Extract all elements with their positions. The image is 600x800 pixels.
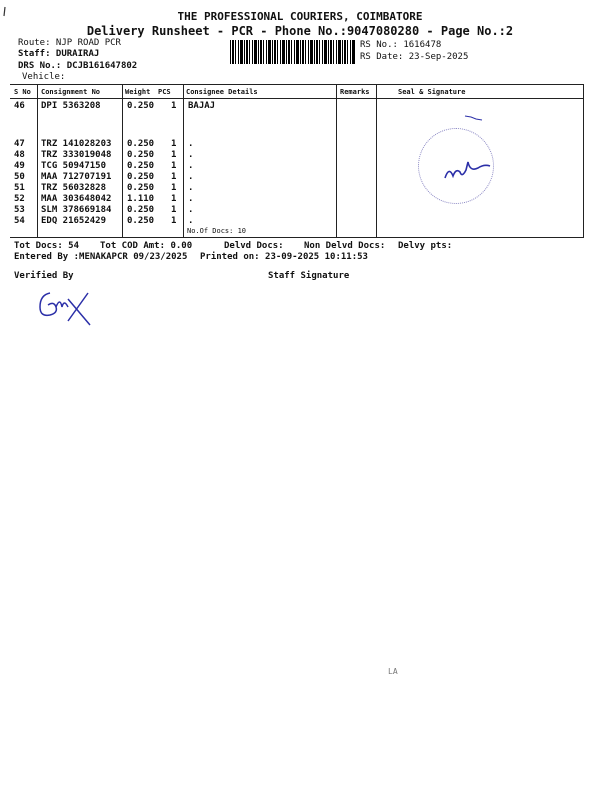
header-weight: Weight bbox=[125, 88, 151, 96]
table-row-pcs: 1 bbox=[171, 183, 177, 193]
table-row-consignee: . bbox=[188, 205, 194, 215]
table-row-consignee: . bbox=[188, 216, 194, 226]
table-row-weight: 1.110 bbox=[127, 194, 155, 204]
table-row-consignment: MAA 303648042 bbox=[41, 194, 112, 204]
rs-number: RS No.: 1616478 bbox=[360, 40, 442, 50]
staff-label: Staff: DURAIRAJ bbox=[18, 49, 100, 59]
header-remarks: Remarks bbox=[340, 88, 370, 96]
total-docs: Tot Docs: 54 bbox=[14, 241, 80, 251]
verified-by-label: Verified By bbox=[14, 271, 74, 281]
header-sno: S No bbox=[14, 88, 31, 96]
margin-mark-icon bbox=[2, 6, 8, 18]
col-divider bbox=[336, 84, 337, 237]
table-row-consignee: BAJAJ bbox=[188, 101, 216, 111]
runsheet-subtitle: Delivery Runsheet - PCR - Phone No.:9047080280 - Page No.:2 bbox=[86, 24, 514, 38]
table-header-border bbox=[10, 98, 584, 99]
col-divider bbox=[122, 84, 123, 237]
table-row-weight: 0.250 bbox=[127, 150, 155, 160]
staff-signature-label: Staff Signature bbox=[268, 271, 350, 281]
delivery-points: Delvy pts: bbox=[398, 241, 453, 251]
seal-signature-icon bbox=[410, 108, 530, 208]
table-row-pcs: 1 bbox=[171, 161, 177, 171]
table-row-sno: 54 bbox=[14, 216, 25, 226]
table-row-pcs: 1 bbox=[171, 216, 177, 226]
total-cod: Tot COD Amt: 0.00 bbox=[100, 241, 193, 251]
table-row-consignment: MAA 712707191 bbox=[41, 172, 112, 182]
table-row-pcs: 1 bbox=[171, 150, 177, 160]
table-row-consignee: . bbox=[188, 139, 194, 149]
delivered-docs: Delvd Docs: bbox=[224, 241, 284, 251]
no-of-docs: No.Of Docs: 10 bbox=[187, 227, 247, 235]
table-row-consignment: TRZ 141028203 bbox=[41, 139, 112, 149]
non-delivered-docs: Non Delvd Docs: bbox=[304, 241, 386, 251]
table-row-consignee: . bbox=[188, 194, 194, 204]
header-consignee: Consignee Details bbox=[186, 88, 258, 96]
table-row-consignment: SLM 378669184 bbox=[41, 205, 112, 215]
table-row-pcs: 1 bbox=[171, 172, 177, 182]
table-bottom-border bbox=[10, 237, 584, 238]
rs-date: RS Date: 23-Sep-2025 bbox=[360, 52, 469, 62]
table-row-consignee: . bbox=[188, 161, 194, 171]
table-row-weight: 0.250 bbox=[127, 101, 155, 111]
col-divider bbox=[376, 84, 377, 237]
drs-number: DRS No.: DCJB161647802 bbox=[18, 61, 138, 71]
company-title: THE PROFESSIONAL COURIERS, COIMBATORE bbox=[177, 10, 423, 23]
table-row-sno: 47 bbox=[14, 139, 25, 149]
table-row-weight: 0.250 bbox=[127, 161, 155, 171]
vehicle-label: Vehicle: bbox=[22, 72, 66, 82]
table-row-pcs: 1 bbox=[171, 101, 177, 111]
table-row-pcs: 1 bbox=[171, 139, 177, 149]
table-row-sno: 48 bbox=[14, 150, 25, 160]
entered-by: Entered By :MENAKAPCR 09/23/2025 bbox=[14, 252, 188, 262]
table-row-consignment: TRZ 56032828 bbox=[41, 183, 107, 193]
table-row-weight: 0.250 bbox=[127, 216, 155, 226]
col-divider bbox=[183, 84, 184, 237]
printed-on: Printed on: 23-09-2025 10:11:53 bbox=[200, 252, 368, 262]
table-row-pcs: 1 bbox=[171, 205, 177, 215]
table-row-consignee: . bbox=[188, 172, 194, 182]
table-row-sno: 50 bbox=[14, 172, 25, 182]
col-divider bbox=[37, 84, 38, 237]
header-consignment: Consignment No bbox=[41, 88, 101, 96]
verifier-signature-icon bbox=[30, 285, 100, 330]
table-row-sno: 49 bbox=[14, 161, 25, 171]
table-row-sno: 52 bbox=[14, 194, 25, 204]
table-row-consignee: . bbox=[188, 183, 194, 193]
table-row-consignment: EDQ 21652429 bbox=[41, 216, 107, 226]
table-row-consignee: . bbox=[188, 150, 194, 160]
table-row-consignment: DPI 5363208 bbox=[41, 101, 101, 111]
table-top-border bbox=[10, 84, 584, 85]
table-row-weight: 0.250 bbox=[127, 139, 155, 149]
header-pcs: PCS bbox=[158, 88, 171, 96]
route-label: Route: NJP ROAD PCR bbox=[18, 38, 121, 48]
table-row-sno: 51 bbox=[14, 183, 25, 193]
barcode-image bbox=[230, 40, 356, 64]
table-row-weight: 0.250 bbox=[127, 172, 155, 182]
table-row-sno: 46 bbox=[14, 101, 25, 111]
header-seal: Seal & Signature bbox=[398, 88, 466, 96]
table-row-pcs: 1 bbox=[171, 194, 177, 204]
col-divider bbox=[583, 84, 584, 237]
table-row-consignment: TRZ 333019048 bbox=[41, 150, 112, 160]
table-row-consignment: TCG 50947150 bbox=[41, 161, 107, 171]
table-row-sno: 53 bbox=[14, 205, 25, 215]
stray-mark: LA bbox=[388, 667, 398, 676]
table-row-weight: 0.250 bbox=[127, 183, 155, 193]
table-row-weight: 0.250 bbox=[127, 205, 155, 215]
